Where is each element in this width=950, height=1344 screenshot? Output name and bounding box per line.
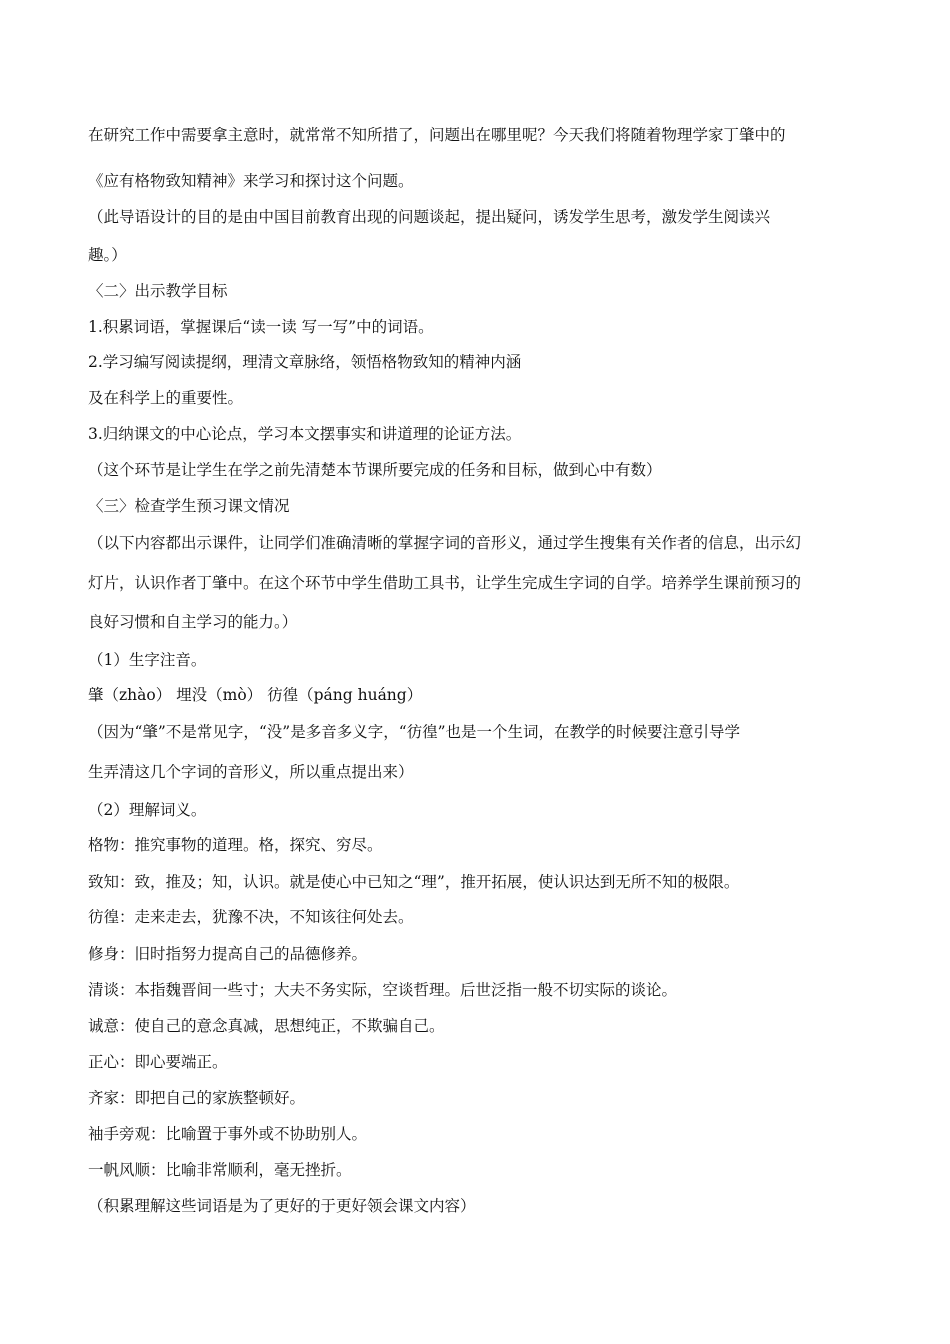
section-heading: 〈二〉出示教学目标 bbox=[88, 282, 228, 300]
text-line: （2）理解词义。 bbox=[88, 801, 207, 819]
text-line: 及在科学上的重要性。 bbox=[88, 389, 244, 407]
text-line: 诚意：使自己的意念真减，思想纯正，不欺骗自己。 bbox=[88, 1017, 445, 1035]
text-line: 致知：致，推及；知，认识。就是使心中已知之“理”，推开拓展，使认识达到无所不知的极限。 bbox=[88, 873, 740, 891]
text-line: 格物：推究事物的道理。格，探究、穷尽。 bbox=[88, 836, 383, 854]
text-line: 袖手旁观：比喻置于事外或不协助别人。 bbox=[88, 1125, 368, 1143]
text-line: 齐家：即把自己的家族整顿好。 bbox=[88, 1089, 306, 1107]
text-line: （1）生字注音。 bbox=[88, 651, 207, 669]
text-line: 在研究工作中需要拿主意时，就常常不知所措了，问题出在哪里呢？今天我们将随着物理学家丁肇中的 bbox=[88, 126, 786, 144]
text-line: （以下内容都出示课件，让同学们准确清晰的掌握字词的音形义，通过学生搜集有关作者的信息，出示幻 bbox=[88, 534, 802, 552]
text-line: （这个环节是让学生在学之前先清楚本节课所要完成的任务和目标，做到心中有数） bbox=[88, 461, 662, 479]
text-line: 2.学习编写阅读提纲，理清文章脉络，领悟格物致知的精神内涵 bbox=[88, 353, 522, 371]
text-line: 灯片，认识作者丁肇中。在这个环节中学生借助工具书，让学生完成生字词的自学。培养学生课前预习的 bbox=[88, 574, 802, 592]
text-line: 正心：即心要端正。 bbox=[88, 1053, 228, 1071]
section-heading: 〈三〉检查学生预习课文情况 bbox=[88, 497, 290, 515]
text-line: 修身：旧时指努力提高自己的品德修养。 bbox=[88, 945, 368, 963]
text-line: 彷徨：走来走去，犹豫不决，不知该往何处去。 bbox=[88, 908, 414, 926]
text-line: 一帆风顺：比喻非常顺利，毫无挫折。 bbox=[88, 1161, 352, 1179]
text-line: 肇（zhào） 埋没（mò） 彷徨（páng huáng） bbox=[88, 686, 423, 704]
text-line: 趣。） bbox=[88, 246, 127, 264]
text-line: 生弄清这几个字词的音形义，所以重点提出来） bbox=[88, 763, 414, 781]
text-line: （此导语设计的目的是由中国目前教育出现的问题谈起，提出疑问，诱发学生思考，激发学生阅读兴 bbox=[88, 208, 771, 226]
text-line: 1.积累词语，掌握课后“读一读 写一写”中的词语。 bbox=[88, 318, 434, 336]
text-line: （积累理解这些词语是为了更好的于更好领会课文内容） bbox=[88, 1197, 476, 1215]
text-line: 清谈：本指魏晋间一些寸；大夫不务实际，空谈哲理。后世泛指一般不切实际的谈论。 bbox=[88, 981, 678, 999]
text-line: 3.归纳课文的中心论点，学习本文摆事实和讲道理的论证方法。 bbox=[88, 425, 522, 443]
text-line: 《应有格物致知精神》来学习和探讨这个问题。 bbox=[88, 172, 414, 190]
text-line: 良好习惯和自主学习的能力。） bbox=[88, 613, 298, 631]
text-line: （因为“肇”不是常见字，“没”是多音多义字，“彷徨”也是一个生词，在教学的时候要注意引导学 bbox=[88, 723, 741, 741]
